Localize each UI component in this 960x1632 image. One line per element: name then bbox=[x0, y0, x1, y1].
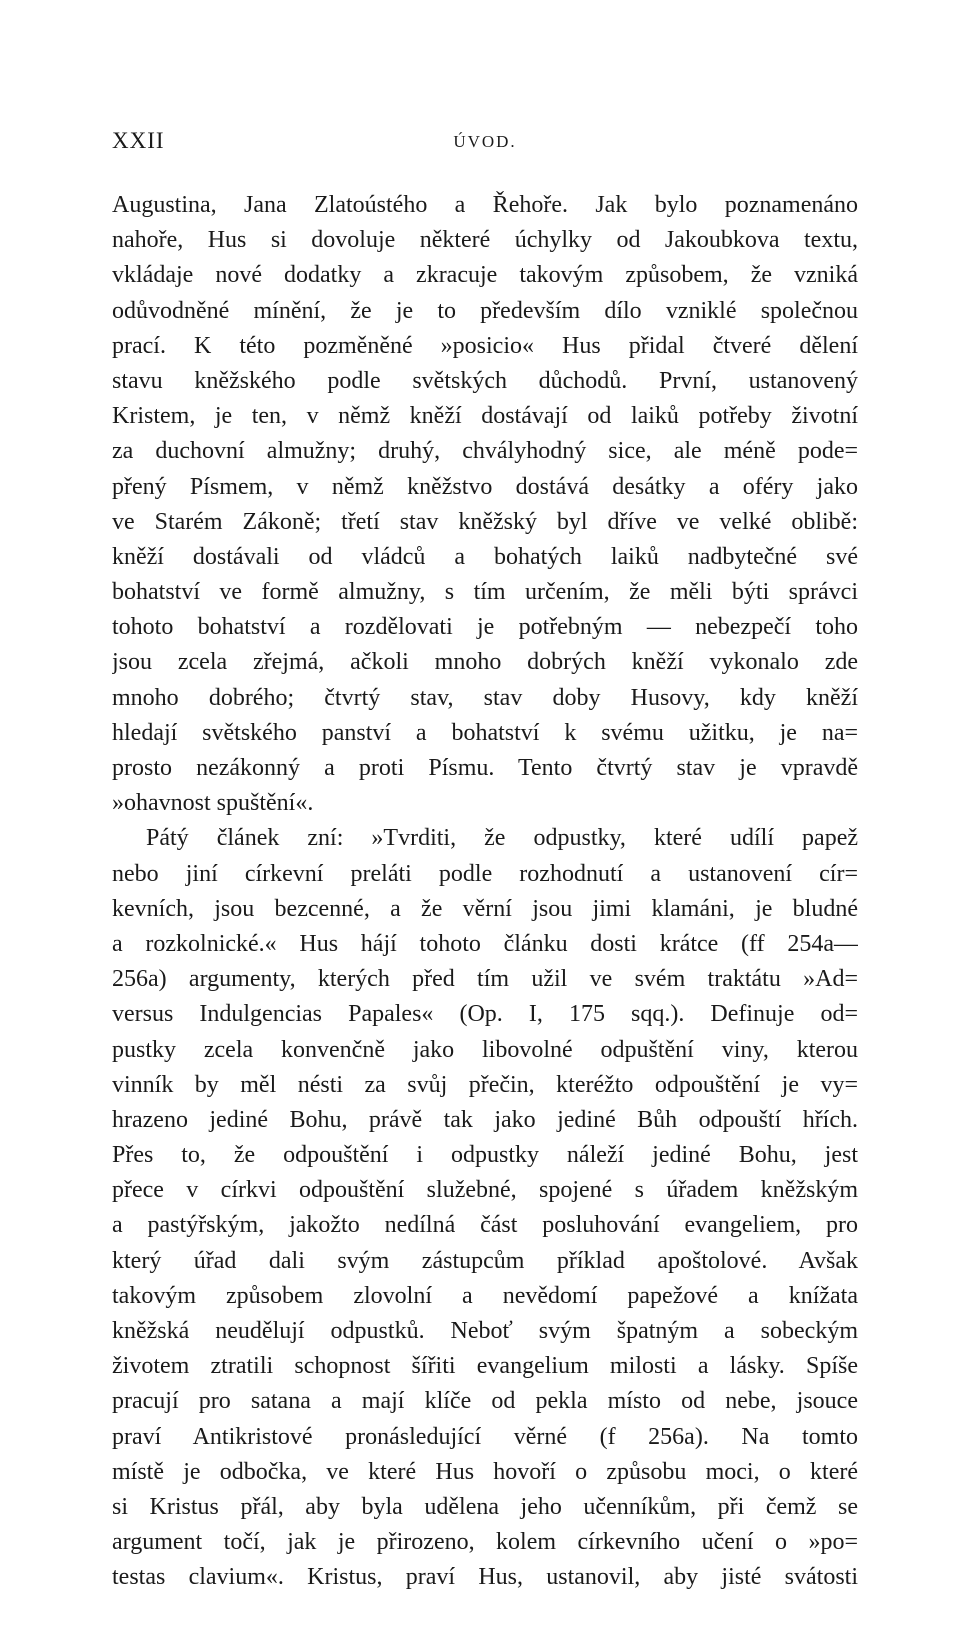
text-line: versus Indulgencias Papales« (Op. I, 175 sqq.). Definuje od= bbox=[112, 1001, 858, 1028]
running-head: ÚVOD. bbox=[453, 132, 517, 151]
text-line: který úřad dali svým zástupcům příklad apoštolové. Avšak bbox=[112, 1247, 858, 1274]
page-number: XXII bbox=[112, 128, 165, 153]
book-page bbox=[112, 120, 858, 1596]
text-line: jsou zcela zřejmá, ačkoli mnoho dobrých kněží vykonalo zde bbox=[112, 649, 858, 676]
text-line: hledají světského panství a bohatství k svému užitku, je na= bbox=[112, 719, 858, 746]
text-line: místě je odbočka, ve které Hus hovoří o způsobu moci, o které bbox=[112, 1458, 858, 1485]
text-line: testas clavium«. Kristus, praví Hus, ustanovil, aby jisté svátosti bbox=[112, 1564, 858, 1591]
text-line: mnoho dobrého; čtvrtý stav, stav doby Husovy, kdy kněží bbox=[112, 684, 858, 711]
text-line: kevních, jsou bezcenné, a že věrní jsou jimi klamáni, je bludné bbox=[112, 895, 858, 922]
paragraph-2 bbox=[112, 821, 858, 1595]
text-line: přený Písmem, v němž kněžstvo dostává desátky a oféry jako bbox=[112, 473, 858, 500]
text-line: argument točí, jak je přirozeno, kolem církevního učení o »po= bbox=[112, 1529, 858, 1556]
paragraph-1 bbox=[112, 188, 858, 821]
text-line: ve Starém Zákoně; třetí stav kněžský byl dříve ve velké oblibě: bbox=[112, 508, 858, 535]
page-header bbox=[112, 120, 858, 160]
text-line: prací. K této pozměněné »posicio« Hus přidal čtveré dělení bbox=[112, 332, 858, 359]
text-line: »ohavnost spuštění«. bbox=[112, 790, 314, 817]
text-line: Kristem, je ten, v němž kněží dostávají od laiků potřeby životní bbox=[112, 403, 858, 430]
text-line: nahoře, Hus si dovoluje některé úchylky od Jakoubkova textu, bbox=[112, 227, 858, 254]
text-line: 256a) argumenty, kterých před tím užil ve svém traktátu »Ad= bbox=[112, 966, 858, 993]
text-line: Přes to, že odpouštění i odpustky náleží jediné Bohu, jest bbox=[112, 1142, 858, 1169]
text-line: vkládaje nové dodatky a zkracuje takovým způsobem, že vzniká bbox=[112, 262, 858, 289]
text-line: tohoto bohatství a rozdělovati je potřebným — nebezpečí toho bbox=[112, 614, 858, 641]
text-line: odůvodněné mínění, že je to především dílo vzniklé společnou bbox=[112, 297, 858, 324]
text-line: nebo jiní církevní preláti podle rozhodnutí a ustanovení cír= bbox=[112, 860, 858, 887]
text-line: pustky zcela konvenčně jako libovolné odpuštění viny, kterou bbox=[112, 1036, 858, 1063]
text-line: kněžská neudělují odpustků. Neboť svým špatným a sobeckým bbox=[112, 1318, 858, 1344]
text-line: hrazeno jediné Bohu, právě tak jako jediné Bůh odpouští hřích. bbox=[112, 1106, 858, 1133]
text-line: si Kristus přál, aby byla udělena jeho učenníkům, při čemž se bbox=[112, 1493, 858, 1520]
text-line: životem ztratili schopnost šířiti evangelium milosti a lásky. Spíše bbox=[112, 1353, 858, 1380]
text-line: vinník by měl nésti za svůj přečin, kteréžto odpouštění je vy= bbox=[112, 1071, 858, 1098]
text-line: a pastýřským, jakožto nedílná část posluhování evangeliem, pro bbox=[112, 1212, 858, 1239]
text-line: a rozkolnické.« Hus hájí tohoto článku dosti krátce (ff 254a— bbox=[112, 930, 858, 957]
text-line: bohatství ve formě almužny, s tím určením, že měli býti správci bbox=[112, 579, 858, 606]
text-line: pracují pro satana a mají klíče od pekla místo od nebe, jsouce bbox=[112, 1388, 858, 1415]
text-line: prosto nezákonný a proti Písmu. Tento čtvrtý stav je vpravdě bbox=[112, 755, 858, 781]
text-line: praví Antikristové pronásledující věrné (f 256a). Na tomto bbox=[112, 1423, 858, 1450]
body-text bbox=[112, 188, 858, 1596]
text-line: Pátý článek zní: »Tvrditi, že odpustky, které udílí papež bbox=[146, 825, 858, 852]
text-line: stavu kněžského podle světských důchodů. První, ustanovený bbox=[112, 367, 858, 394]
text-line: kněží dostávali od vládců a bohatých laiků nadbytečné své bbox=[112, 543, 858, 570]
text-line: přece v církvi odpouštění služebné, spojené s úřadem kněžským bbox=[112, 1177, 858, 1204]
text-line: za duchovní almužny; druhý, chvályhodný sice, ale méně pode= bbox=[112, 438, 858, 465]
text-line: Augustina, Jana Zlatoústého a Řehoře. Jak bylo poznamenáno bbox=[112, 192, 858, 218]
text-line: takovým způsobem zlovolní a nevědomí papežové a knížata bbox=[112, 1282, 858, 1309]
